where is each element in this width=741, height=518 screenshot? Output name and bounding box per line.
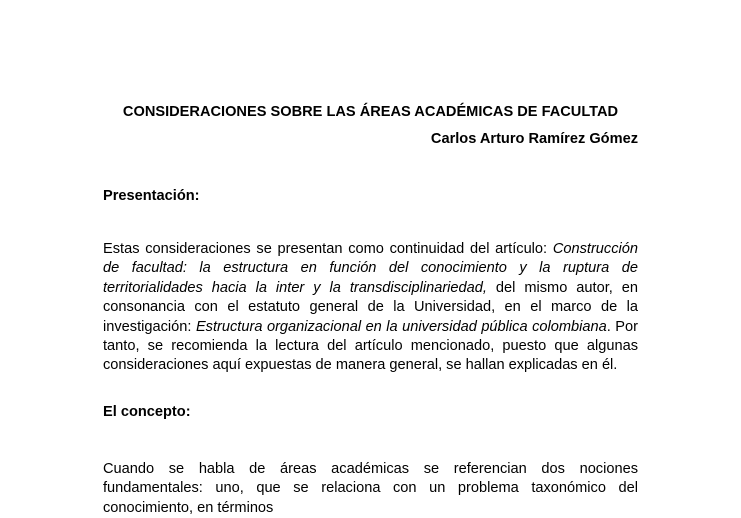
paragraph-text: Cuando se habla de áreas académicas se referencian dos nociones fundamentales: uno, que se relaciona con un problema taxonómico del conocimiento, en términos xyxy=(103,461,638,516)
document-author: Carlos Arturo Ramírez Gómez xyxy=(430,131,638,147)
paragraph-text: del mismo autor, en consonancia con el estatuto general de la Universidad, en el marco de la investigación: xyxy=(103,279,638,335)
section-heading-concepto: El concepto: xyxy=(103,404,191,420)
document-title: CONSIDERACIONES SOBRE LAS ÁREAS ACADÉMICAS DE FACULTAD xyxy=(122,104,619,120)
section-heading-presentacion: Presentación: xyxy=(103,188,200,204)
research-title: Estructura organizacional en la universidad pública colombiana xyxy=(195,318,607,335)
paragraph-presentacion xyxy=(103,240,638,376)
paragraph-concepto xyxy=(103,460,638,518)
cited-article-title: Construcción de facultad: la estructura en función del conocimiento y la ruptura de territorialidades hacia la inter y la transdisciplinariedad, xyxy=(103,241,638,296)
paragraph-text: Estas consideraciones se presentan como continuidad del artículo: xyxy=(103,241,553,257)
paragraph-text: . Por tanto, se recomienda la lectura del artículo mencionado, puesto que algunas consideraciones aquí expuestas de manera general, se hallan explicadas en él. xyxy=(103,318,638,374)
document-page xyxy=(103,0,638,516)
